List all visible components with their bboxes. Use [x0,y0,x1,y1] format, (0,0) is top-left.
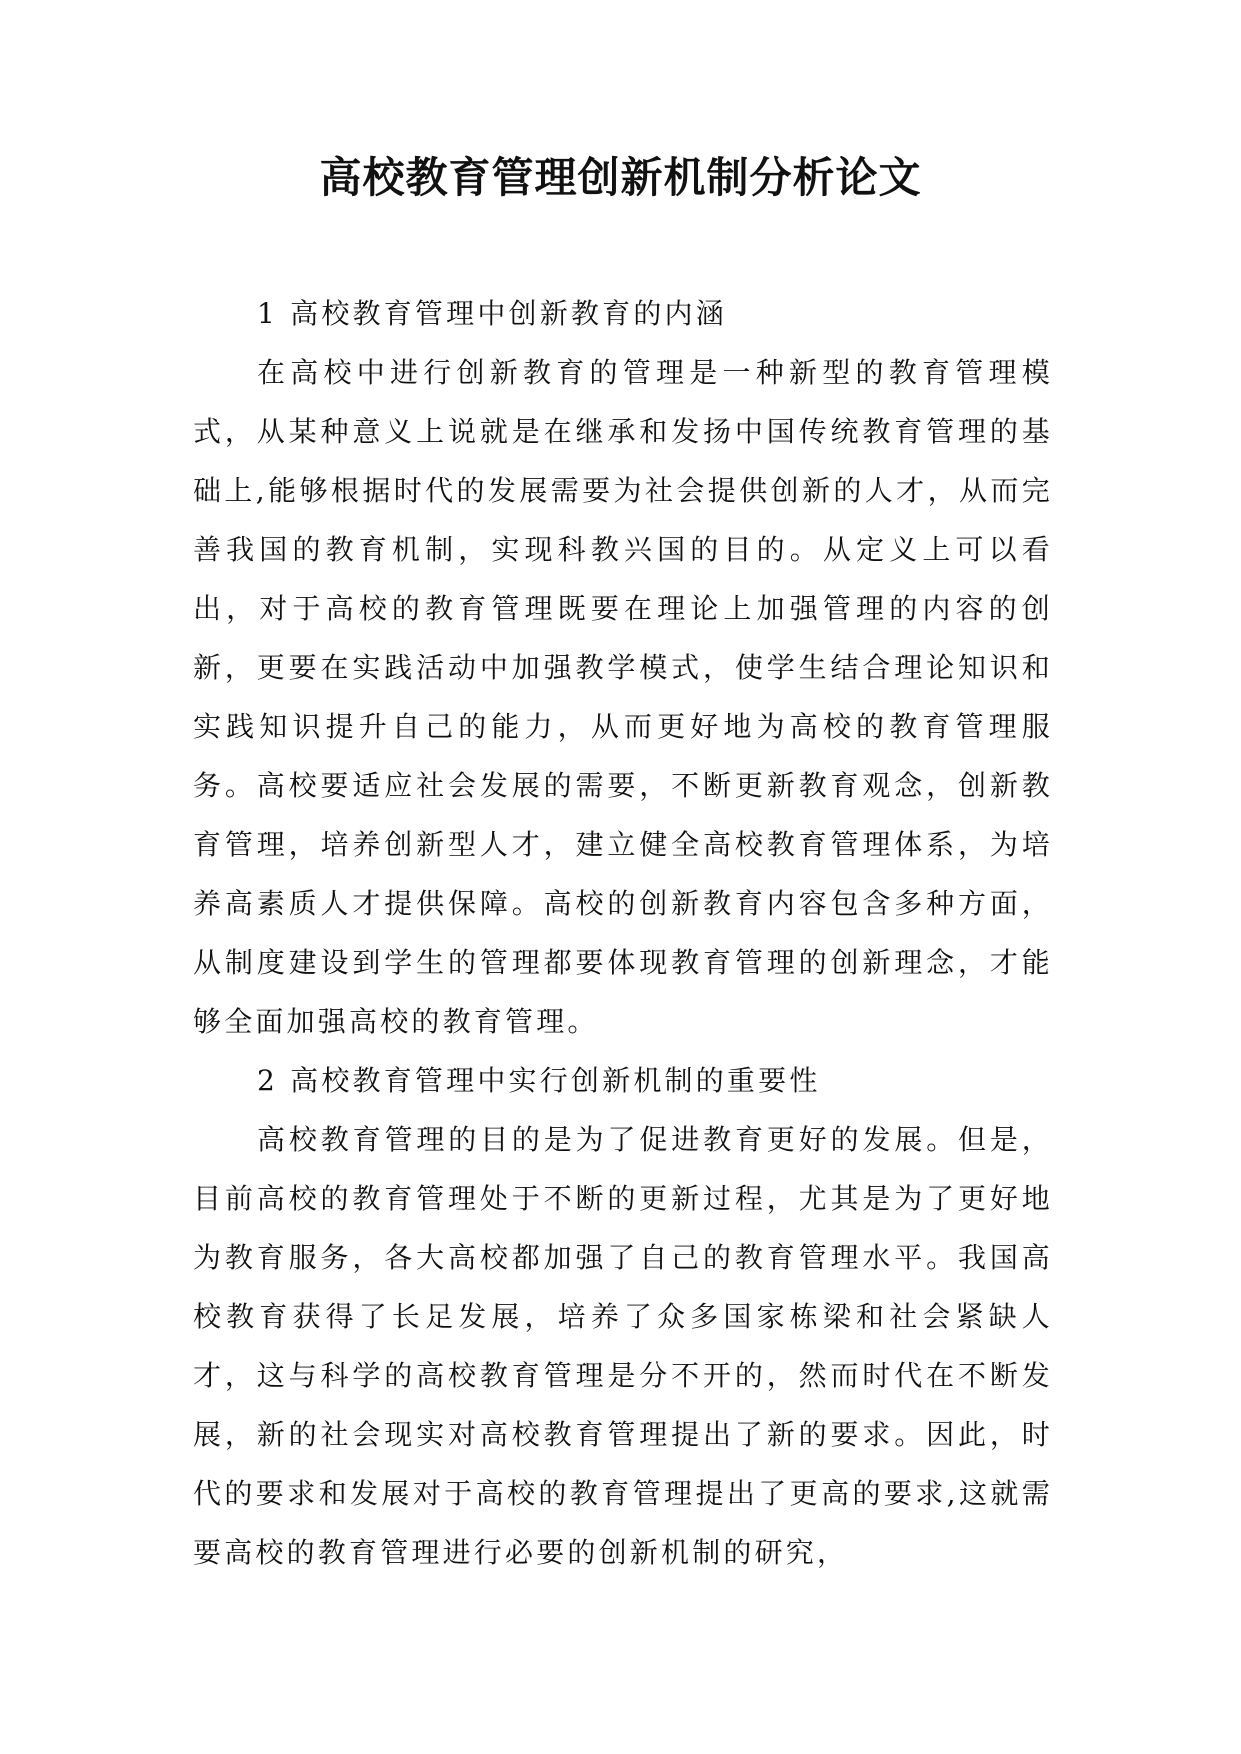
section-2-heading: 2 高校教育管理中实行创新机制的重要性 [257,1064,821,1097]
document-body [193,284,1053,1582]
section-2-paragraph: 高校教育管理的目的是为了促进教育更好的发展。但是，目前高校的教育管理处于不断的更新过程，尤其是为了更好地为教育服务，各大高校都加强了自己的教育管理水平。我国高校教育获得了长足发展，培养了众多国家栋梁和社会紧缺人才，这与科学的高校教育管理是分不开的，然而时代在不断发展，新的社会现实对高校教育管理提出了新的要求。因此，时代的要求和发展对于高校的教育管理提出了更高的要求,这就需要高校的教育管理进行必要的创新机制的研究， [193,1123,1053,1569]
section-1-paragraph: 在高校中进行创新教育的管理是一种新型的教育管理模式，从某种意义上说就是在继承和发扬中国传统教育管理的基础上,能够根据时代的发展需要为社会提供创新的人才，从而完善我国的教育机制，实现科教兴国的目的。从定义上可以看出，对于高校的教育管理既要在理论上加强管理的内容的创新，更要在实践活动中加强教学模式，使学生结合理论知识和实践知识提升自己的能力，从而更好地为高校的教育管理服务。高校要适应社会发展的需要，不断更新教育观念，创新教育管理，培养创新型人才，建立健全高校教育管理体系，为培养高素质人才提供保障。高校的创新教育内容包含多种方面，从制度建设到学生的管理都要体现教育管理的创新理念，才能够全面加强高校的教育管理。 [193,356,1053,1038]
document-title: 高校教育管理创新机制分析论文 [319,153,922,202]
section-1-heading: 1 高校教育管理中创新教育的内涵 [257,297,727,330]
